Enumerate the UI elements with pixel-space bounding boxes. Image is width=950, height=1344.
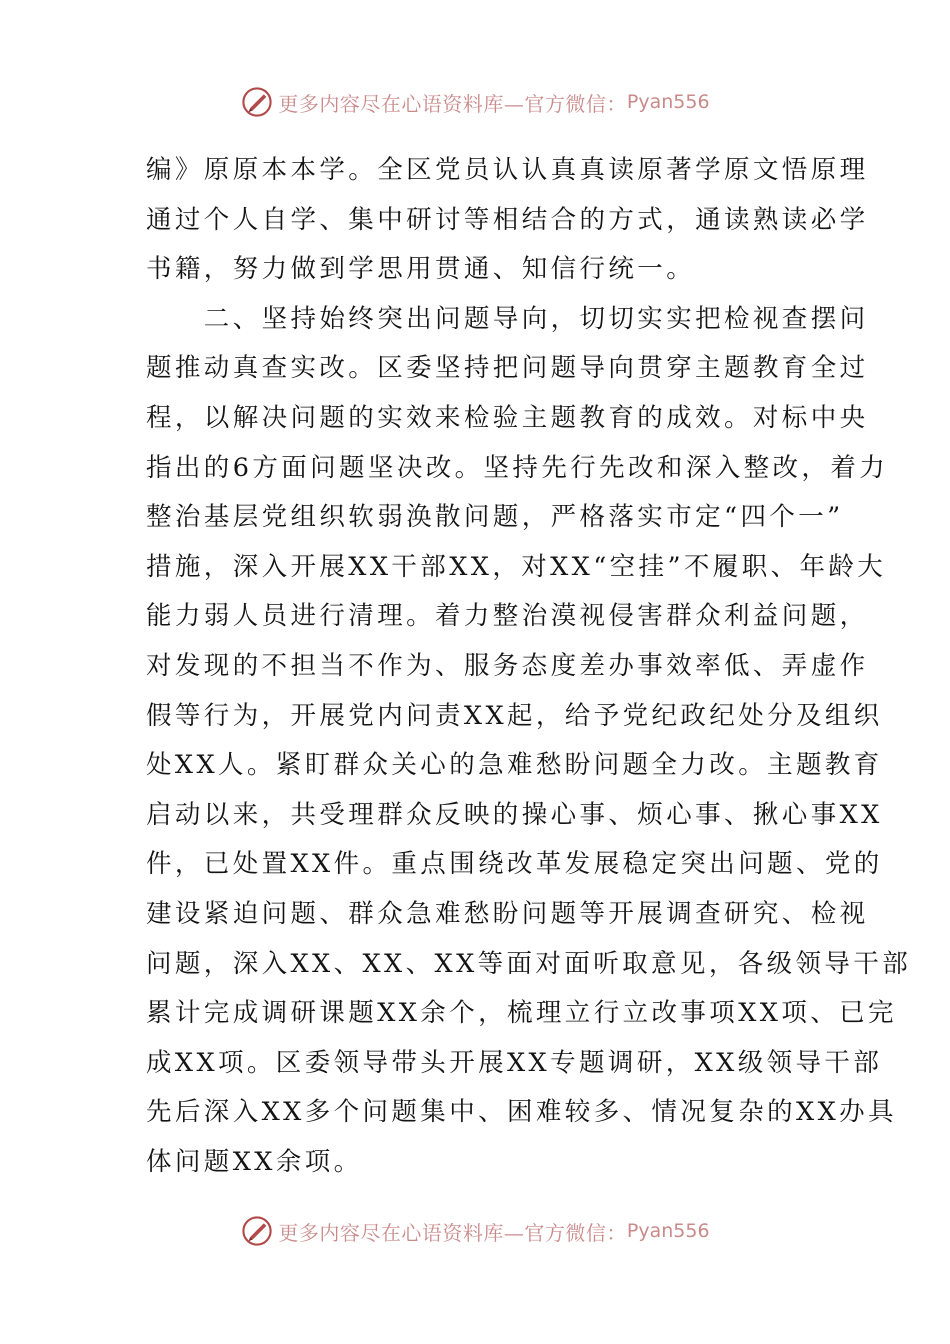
document-body	[146, 146, 912, 1187]
text-line: 整治基层党组织软弱涣散问题，严格落实市定“四个一”	[146, 502, 844, 533]
text-line: 累计完成调研课题XX余个，梳理立行立改事项XX项、已完	[146, 998, 897, 1029]
text-line: 体问题XX余项。	[146, 1146, 363, 1177]
watermark-text: 更多内容尽在心语资料库—官方微信：	[278, 91, 627, 116]
watermark-header	[0, 82, 950, 122]
pen-logo-icon	[240, 1214, 274, 1248]
text-line: 题推动真查实改。区委坚持把问题导向贯穿主题教育全过	[146, 353, 869, 384]
text-line: 启动以来，共受理群众反映的操心事、烦心事、揪心事XX	[146, 799, 883, 830]
text-line: 问题，深入XX、XX、XX等面对面听取意见，各级领导干部	[146, 948, 912, 979]
text-line: 先后深入XX多个问题集中、困难较多、情况复杂的XX办具	[146, 1097, 897, 1128]
text-line: 编》原原本本学。全区党员认认真真读原著学原文悟原理	[146, 155, 869, 185]
watermark-text: 更多内容尽在心语资料库—官方微信：	[278, 1220, 627, 1245]
watermark-footer	[0, 1211, 950, 1251]
text-line: 处XX人。紧盯群众关心的急难愁盼问题全力改。主题教育	[146, 750, 883, 781]
text-line: 二、坚持始终突出问题导向，切切实实把检视查摆问	[146, 303, 869, 334]
text-line: 建设紧迫问题、群众急难愁盼问题等开展调查研究、检视	[146, 898, 869, 929]
text-line: 对发现的不担当不作为、服务态度差办事效率低、弄虚作	[146, 650, 869, 681]
pen-logo-icon	[240, 85, 274, 119]
text-line: 假等行为，开展党内问责XX起，给予党纪政纪处分及组织	[146, 700, 883, 731]
watermark-wechat-id: Pyan556	[626, 91, 710, 113]
text-line: 措施，深入开展XX干部XX，对XX“空挂”不履职、年龄大	[146, 551, 887, 582]
text-line: 成XX项。区委领导带头开展XX专题调研，XX级领导干部	[146, 1047, 883, 1078]
text-line: 能力弱人员进行清理。着力整治漠视侵害群众利益问题，	[146, 601, 869, 632]
text-line: 指出的6方面问题坚决改。坚持先行先改和深入整改，着力	[146, 452, 889, 483]
text-line: 程，以解决问题的实效来检验主题教育的成效。对标中央	[146, 402, 869, 433]
watermark-wechat-id: Pyan556	[626, 1220, 710, 1242]
text-line: 件，已处置XX件。重点围绕改革发展稳定突出问题、党的	[146, 849, 883, 880]
text-line: 通过个人自学、集中研讨等相结合的方式，通读熟读必学	[146, 204, 869, 235]
text-line: 书籍，努力做到学思用贯通、知信行统一。	[146, 254, 696, 285]
